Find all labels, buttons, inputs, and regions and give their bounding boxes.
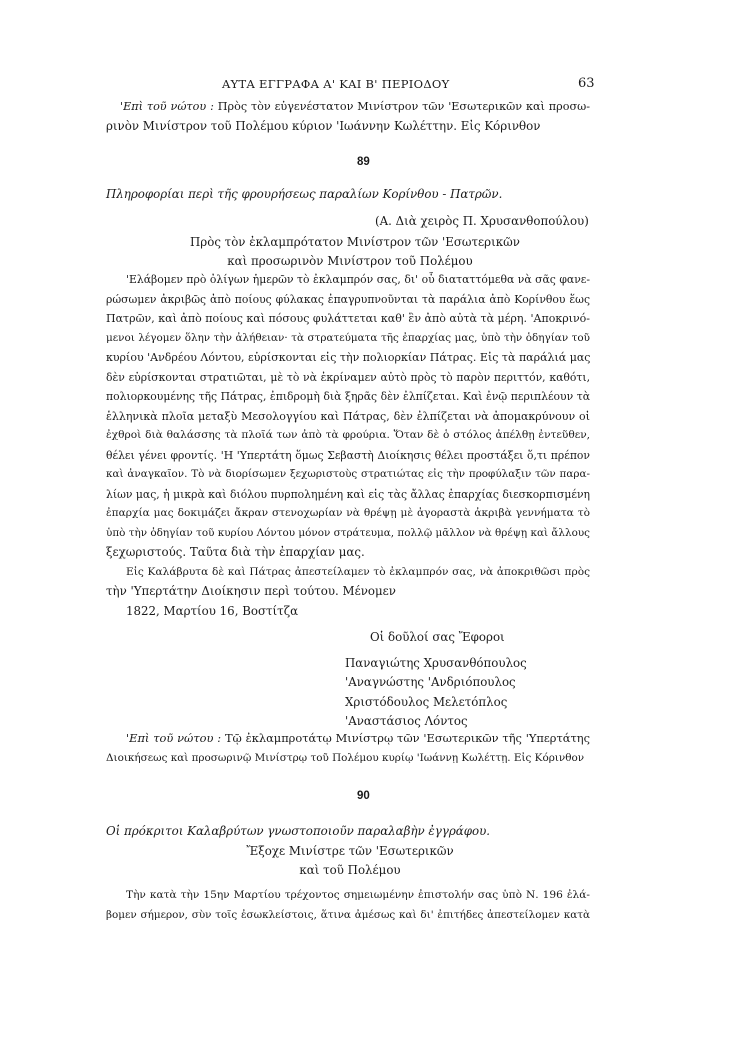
document-89-addressee-line-2: καὶ προσωρινὸν Μινίστρον τοῦ Πολέμου: [227, 254, 473, 269]
document-89-endorsement: [106, 729, 590, 768]
body-line: λίων μας, ἡ μικρὰ καὶ διόλου πυρπολημένη καὶ εἰς τὰς ἄλλας ἐπαρχίας διεσκορπισμένη: [106, 487, 590, 501]
document-89-endorsement-line-2: Διοικήσεως καὶ προσωρινῷ Μινίστρῳ τοῦ Πολέμου κυρίῳ 'Ιωάννῃ Κωλέττῃ. Εἰς Κόρινθον: [106, 751, 585, 764]
body-line: βομεν σήμερον, σὺν τοῖς ἐσωκλείστοις, ἅτινα ἀμέσως καὶ δι' ἐπιτήδες ἀπεστείλομεν κατὰ: [106, 908, 590, 921]
document-89-addressee: [190, 233, 520, 272]
signatory: Χριστόδουλος Μελετόπλος: [345, 694, 508, 709]
signatory: 'Αναστάσιος Λόντος: [345, 714, 468, 729]
body-line: ἐπαρχία μας δοκιμάζει ἄκραν στενοχωρίαν νὰ θρέψῃ μὲ ἀγοραστὰ ἀκριβὰ γεννήματα τὸ: [106, 507, 590, 519]
body-line: Τὴν κατὰ τὴν 15ην Μαρτίου τρέχοντος σημειωμένην ἐπιστολήν σας ὑπὸ Ν. 196 ἐλά-: [126, 889, 590, 901]
document-number-90: 90: [357, 790, 370, 802]
running-header-title: ΑΥΤΑ ΕΓΓΡΑΦΑ Α' ΚΑΙ Β' ΠΕΡΙΟΔΟΥ: [222, 77, 450, 91]
body-line: ὑπὸ τὴν ὁδηγίαν τοῦ κυρίου Λόντου μόνον στράτευμα, πολλῷ μᾶλλον νὰ θρέψῃ καὶ ἄλλους: [106, 526, 590, 539]
document-89-endorsement-label: 'Επὶ τοῦ νώτου :: [126, 731, 222, 745]
document-89-date: 1822, Μαρτίου 16, Βοστίτζα: [126, 604, 299, 618]
document-89-attribution: (Α. Διὰ χειρὸς Π. Χρυσανθοπούλου): [375, 214, 589, 228]
document-89-title: Πληροφορίαι περὶ τῆς φρουρήσεως παραλίων Κορίνθου - Πατρῶν.: [106, 187, 503, 201]
document-89-endorsement-text-1: Τῷ ἐκλαμπροτάτῳ Μινίστρῳ τῶν 'Εσωτερικῶν τῆς 'Υπερτάτης: [224, 731, 590, 745]
body-line: κυρίου 'Ανδρέου Λόντου, εὑρίσκονται εἰς τὴν πολιορκίαν Πάτρας. Εἰς τὰ παράλιά μας: [106, 351, 591, 364]
intro-endorsement-line-1: [106, 97, 590, 117]
page-number: 63: [578, 76, 595, 91]
body-line: ξεχωριστούς. Ταῦτα διὰ τὴν ἐπαρχίαν μας.: [106, 545, 365, 559]
document-89-closing: Οἱ δοῦλοί σας Ἔφοροι: [370, 630, 505, 644]
document-89-body: [106, 270, 590, 602]
intro-endorsement-label: 'Επὶ τοῦ νώτου :: [120, 100, 214, 113]
document-90-body: [106, 886, 590, 925]
body-line: δὲν εὑρίσκονται στρατιῶται, μὲ τὸ νὰ ἐκρίναμεν αὐτὸ πρὸς τὸ παρὸν περιττόν, καθότι,: [106, 370, 590, 384]
body-line: 'Ελάβομεν πρὸ ὀλίγων ἡμερῶν τὸ ἐκλαμπρόν σας, δι' οὗ διαταττόμεθα νὰ σᾶς φανε-: [126, 273, 590, 286]
body-line: ρώσωμεν ἀκριβῶς ἀπὸ ποίους φύλακας ἐπαγρυπνοῦνται τὰ παράλια ἀπὸ Κορίνθου ἕως: [106, 292, 590, 306]
document-89-endorsement-line-1: [106, 729, 590, 749]
body-line: ἑλληνικὰ πλοῖα μεταξὺ Μεσολογγίου καὶ Πάτρας, δὲν ἐλπίζεται νὰ ἀπομακρύνουν οἱ: [106, 409, 590, 423]
signatory: Παναγιώτης Χρυσανθόπουλος: [345, 656, 527, 670]
body-line: θέλει γένει φροντίς. 'Η 'Υπερτάτη ὅμως Σεβαστὴ Διοίκησις θέλει προστάξει ὅ,τι πρέπον: [106, 448, 590, 462]
document-89-addressee-line-1: Πρὸς τὸν ἐκλαμπρότατον Μινίστρον τῶν 'Εσωτερικῶν: [190, 235, 520, 249]
intro-endorsement-text-1: Πρὸς τὸν εὐγενέστατον Μινίστρον τῶν 'Εσωτερικῶν καὶ προσω-: [217, 100, 590, 113]
signatory: 'Αναγνώστης 'Ανδριόπουλος: [345, 675, 516, 690]
body-line: μενοι λέγομεν ὅλην τὴν ἀλήθειαν· τὰ στρατεύματα τῆς ἐπαρχίας μας, ὑπὸ τὴν ὁδηγίαν τοῦ: [106, 331, 590, 344]
document-90-addressee: [190, 842, 510, 881]
document-number-89: 89: [357, 156, 370, 168]
body-line: τὴν 'Υπερτάτην Διοίκησιν περὶ τούτου. Μένομεν: [106, 584, 396, 598]
body-line: ἐχθροὶ διὰ θαλάσσης τὰ πλοῖά των ἀπὸ τὰ φρούρια. Ὅταν δὲ ὁ στόλος ἀπέλθῃ ἐντεῦθεν,: [106, 429, 590, 441]
body-line: Εἰς Καλάβρυτα δὲ καὶ Πάτρας ἀπεστείλαμεν τὸ ἐκλαμπρόν σας, νὰ ἀποκριθῶσι πρὸς: [126, 565, 590, 578]
document-90-addressee-line-1: Ἔξοχε Μινίστρε τῶν 'Εσωτερικῶν: [246, 844, 454, 858]
body-line: πολιορκουμένης τῆς Πάτρας, ἐπιδρομὴ διὰ ξηρᾶς δὲν ἐλπίζεται. Καὶ ἐνῷ περιπλέουν τὰ: [106, 390, 590, 403]
body-line: Πατρῶν, καὶ ἀπὸ ποίους καὶ πόσους φυλάττεται καθ' ἓν ἀπὸ αὐτὰ τὰ μέρη. 'Αποκρινό-: [106, 312, 590, 325]
intro-endorsement-line-2: ρινὸν Μινίστρον τοῦ Πολέμου κύριον 'Ιωάννην Κωλέττην. Εἰς Κόρινθον: [106, 118, 541, 133]
document-90-title: Οἱ πρόκριτοι Καλαβρύτων γνωστοποιοῦν παραλαβὴν ἐγγράφου.: [106, 824, 491, 838]
intro-endorsement: [106, 97, 590, 136]
document-89-signatories: [345, 654, 527, 732]
document-90-addressee-line-2: καὶ τοῦ Πολέμου: [299, 863, 401, 878]
body-line: καὶ ἀναγκαῖον. Τὸ νὰ διορίσωμεν ξεχωριστοὺς στρατιώτας εἰς τὴν προφύλαξιν τῶν παρα-: [106, 468, 590, 480]
